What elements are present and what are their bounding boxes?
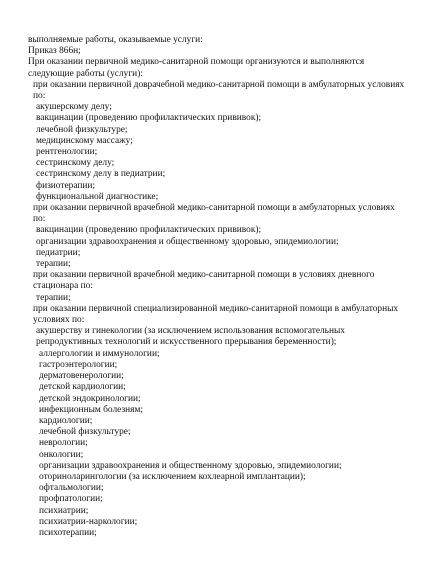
service-item: терапии; xyxy=(36,292,71,303)
service-item: психиатрии; xyxy=(39,505,89,516)
section-heading: при оказании первичной врачебной медико-санитарной помощи в условиях дневного стационара по: xyxy=(33,270,375,292)
order-reference: Приказ 866н; xyxy=(28,46,81,57)
service-item: офтальмологии; xyxy=(39,483,104,494)
text-line: При оказании первичной медико-санитарной помощи организуются и выполняются следующие работы (услуги): xyxy=(28,57,365,79)
service-item: психотерапии; xyxy=(39,527,97,538)
service-item: онкологии; xyxy=(39,449,84,460)
service-item: медицинскому массажу; xyxy=(36,135,133,146)
service-item: акушерству и гинекологии (за исключением использования вспомогательных репродуктивных технологий и искусственного прерывания беременности); xyxy=(36,326,345,348)
service-item: аллергологии и иммунологии; xyxy=(39,348,160,359)
section-heading: при оказании первичной врачебной медико-санитарной помощи в амбулаторных условиях по: xyxy=(33,203,395,225)
service-item: лечебной физкультуре; xyxy=(39,427,131,438)
service-item: вакцинации (проведению профилактических прививок); xyxy=(36,225,262,236)
service-item: сестринскому делу; xyxy=(36,158,115,169)
service-item: лечебной физкультуре; xyxy=(36,124,128,135)
service-item: оториноларингологии (за исключением кохлеарной имплантации); xyxy=(39,471,306,482)
service-item: детской эндокринологии; xyxy=(39,393,141,404)
service-item: гастроэнтерологии; xyxy=(39,359,118,370)
service-item: рентгенологии; xyxy=(36,147,98,158)
service-item: психиатрии-наркологии; xyxy=(39,516,138,527)
section-heading: при оказании первичной доврачебной медико-санитарной помощи в амбулаторных условиях по: xyxy=(33,79,405,102)
service-item: акушерскому делу; xyxy=(36,102,112,113)
service-item: физиотерапии; xyxy=(36,180,96,191)
service-item: терапии; xyxy=(36,259,71,270)
service-item: организации здравоохранения и общественному здоровью, эпидемиологии; xyxy=(36,236,339,247)
service-item: сестринскому делу в педиатрии; xyxy=(36,169,166,180)
service-item: вакцинации (проведению профилактических прививок); xyxy=(36,113,262,124)
service-item: профпатологии; xyxy=(39,494,103,505)
service-item: организации здравоохранения и общественному здоровью, эпидемиологии; xyxy=(39,460,342,471)
service-item: педиатрии; xyxy=(36,247,81,258)
section-heading: при оказании первичной специализированной медико-санитарной помощи в амбулаторных условиях по: xyxy=(33,303,399,326)
service-item: кардиологии; xyxy=(39,415,93,426)
document-body xyxy=(28,35,408,539)
service-item: функциональной диагностике; xyxy=(36,191,159,202)
service-item: дерматовенерологии; xyxy=(39,371,124,382)
text-line: выполняемые работы, оказываемые услуги: xyxy=(28,35,203,45)
service-item: неврологии; xyxy=(39,438,88,449)
service-item: детской кардиологии; xyxy=(39,382,126,393)
service-item: инфекционным болезням; xyxy=(39,404,144,415)
